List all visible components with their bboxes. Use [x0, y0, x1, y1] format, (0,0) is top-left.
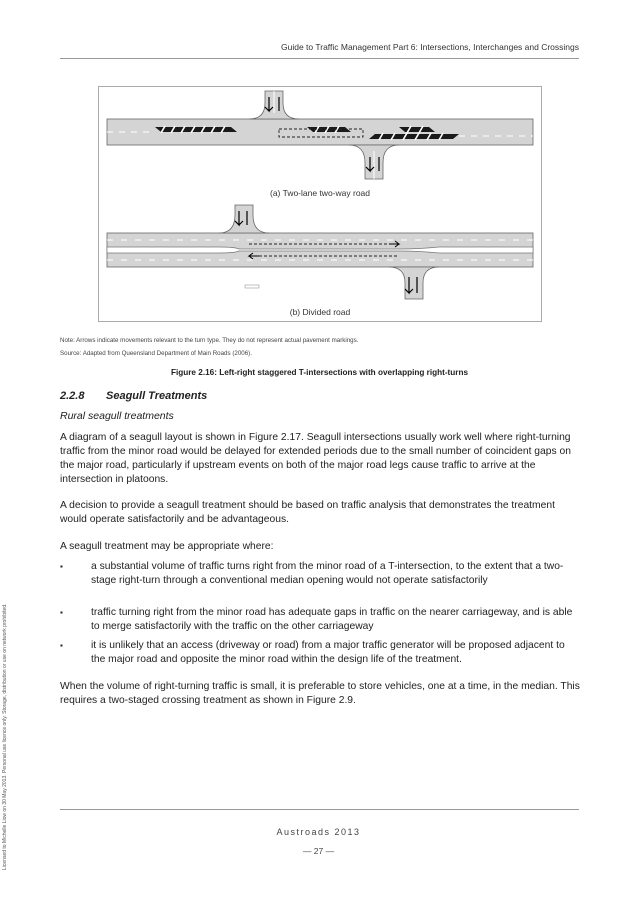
bullet-icon: ▪: [60, 641, 63, 650]
diagram-two-lane-road: [107, 91, 533, 179]
subsection-heading: Rural seagull treatments: [60, 410, 174, 422]
caption-divided: (b) Divided road: [289, 307, 351, 317]
bullet-icon: ▪: [60, 562, 63, 571]
running-header: Guide to Traffic Management Part 6: Intersections, Interchanges and Crossings: [60, 42, 579, 59]
section-heading: [60, 390, 207, 402]
footer-organisation: Austroads 2013: [276, 827, 361, 837]
section-title: Seagull Treatments: [106, 390, 208, 402]
page-number: — 27 —: [302, 846, 335, 856]
list-item-text: traffic turning right from the minor road has adequate gaps in traffic on the nearer carriageway, and is able to merge satisfactorily with the traffic on the other carriageway: [91, 607, 573, 632]
list-item-text: it is unlikely that an access (driveway or road) from a major traffic generator will be proposed adjacent to the major road and opposite the minor road within the design life of the treatment.: [91, 640, 565, 665]
list-item: [60, 639, 580, 667]
footer-divider: [60, 809, 579, 810]
paragraph: A seagull treatment may be appropriate where:: [60, 541, 274, 552]
figure-caption: Figure 2.16: Left-right staggered T-intersections with overlapping right-turns: [170, 368, 469, 377]
figure-source: Source: Adapted from Queensland Department of Main Roads (2006).: [60, 350, 252, 357]
figure-2-16: [98, 86, 542, 322]
section-number: 2.2.8: [60, 390, 85, 402]
list-item: [60, 606, 580, 634]
figure-note: Note: Arrows indicate movements relevant to the turn type. They do not represent actual pavement markings.: [60, 337, 359, 344]
intersection-diagrams: [99, 87, 541, 321]
bullet-icon: ▪: [60, 608, 63, 617]
diagram-divided-road: [107, 205, 533, 299]
licence-watermark: Licensed to Michelle Liow on 30 May 2013. Personal use licence only. Storage, distribution or use on network prohibited.: [2, 603, 8, 870]
paragraph: A diagram of a seagull layout is shown in Figure 2.17. Seagull intersections usually work well where right-turning traffic from the minor road would be delayed for extended periods due to the small number of coincident gaps on the major road, particularly if upstream events on both of the major road legs cause traffic to arrive at the intersection in platoons.: [60, 432, 571, 485]
caption-two-lane: (a) Two-lane two-way road: [270, 188, 370, 198]
list-item: [60, 560, 580, 588]
paragraph: When the volume of right-turning traffic is small, it is preferable to store vehicles, one at a time, in the median. This requires a two-staged crossing treatment as shown in Figure 2.9.: [60, 681, 580, 706]
paragraph: A decision to provide a seagull treatment should be based on traffic analysis that demonstrates the treatment would operate satisfactorily and be advantageous.: [60, 500, 555, 525]
list-item-text: a substantial volume of traffic turns right from the minor road of a T-intersection, to the extent that a two-stage right-turn through a conventional median opening would not operate satisfactorily: [91, 561, 564, 586]
